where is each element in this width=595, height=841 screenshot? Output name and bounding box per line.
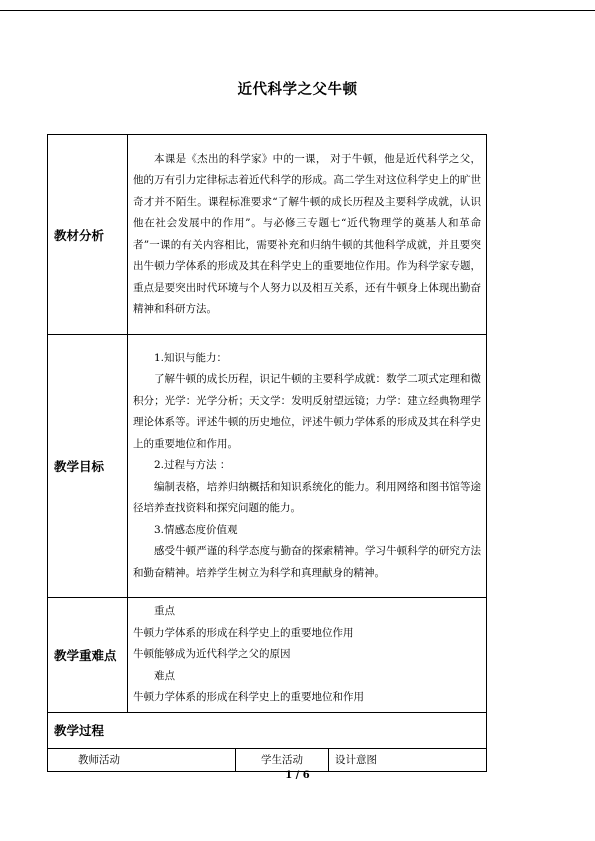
material-analysis-paragraph: 本课是《杰出的科学家》中的一课， 对于牛顿，他是近代科学之父，他的万有引力定律标志着近代科学的形成。高二学生对这位科学史上的旷世奇才并不陌生。课程标准要求“了解牛顿的成长历程及主要科学成就，认识他在社会发展中的作用”。与必修三专题七“近代物理学的奠基人和革命者”一课的有关内容相比，需要补充和归纳牛顿的其他科学成就，并且要突出牛顿力学体系的形成及其在科学史上的重要地位作用。作为科学家专题，重点是要突出时代环境与个人努力以及相互关系，还有牛顿身上体现出勤奋精神和科研方法。 bbox=[133, 152, 481, 315]
page-number: 1 / 6 bbox=[285, 770, 310, 781]
material-analysis-content bbox=[128, 135, 487, 335]
teaching-process-label: 教学过程 bbox=[48, 712, 487, 748]
difficult-heading: 难点 bbox=[154, 669, 175, 682]
header-rule bbox=[0, 10, 595, 11]
goal-process-heading: 2.过程与方法 ： bbox=[154, 459, 231, 472]
teaching-process-row bbox=[48, 712, 487, 748]
goal-knowledge-text: 了解牛顿的成长历程，识记牛顿的主要科学成就：数学二项式定理和微积分；光学：光学分析；天文学：发明反射望远镜；力学：建立经典物理学理论体系等。评述牛顿的历史地位，评述牛顿力学体系的形成及其在科学史上的重要地位和作用。 bbox=[133, 373, 481, 450]
key-heading: 重点 bbox=[154, 605, 175, 617]
column-design-intent: 设计意图 bbox=[335, 753, 377, 766]
goal-knowledge-heading: 1.知识与能力： bbox=[154, 351, 228, 364]
process-columns-row bbox=[48, 748, 487, 771]
difficult-item: 牛顿力学体系的形成在科学史上的重要地位和作用 bbox=[133, 691, 364, 703]
column-teacher-activity: 教师活动 bbox=[48, 749, 236, 771]
lesson-plan-table bbox=[47, 134, 487, 772]
document-title: 近代科学之父牛顿 bbox=[237, 82, 358, 98]
process-columns-cell bbox=[48, 748, 487, 771]
teaching-goals-row bbox=[48, 335, 487, 598]
material-analysis-label: 教材分析 bbox=[48, 135, 128, 335]
key-points-row bbox=[48, 598, 487, 713]
key-points-content bbox=[128, 598, 487, 713]
teaching-goals-content bbox=[128, 335, 487, 598]
key-item: 牛顿能够成为近代科学之父的原因 bbox=[133, 648, 291, 660]
goal-process-text: 编制表格，培养归纳概括和知识系统化的能力。利用网络和图书馆等途径培养查找资料和探究问题的能力。 bbox=[133, 480, 481, 515]
goal-attitude-heading: 3.情感态度价值观 bbox=[154, 523, 238, 536]
process-column-headers bbox=[48, 749, 486, 771]
key-item: 牛顿力学体系的形成在科学史上的重要地位作用 bbox=[133, 626, 354, 639]
key-points-label: 教学重难点 bbox=[48, 598, 128, 713]
teaching-goals-label: 教学目标 bbox=[48, 335, 128, 598]
column-student-activity: 学生活动 bbox=[236, 749, 329, 771]
material-analysis-row bbox=[48, 135, 487, 335]
goal-attitude-text: 感受牛顿严谨的科学态度与勤奋的探索精神。学习牛顿科学的研究方法和勤奋精神。培养学生树立为科学和真理献身的精神。 bbox=[133, 545, 481, 579]
